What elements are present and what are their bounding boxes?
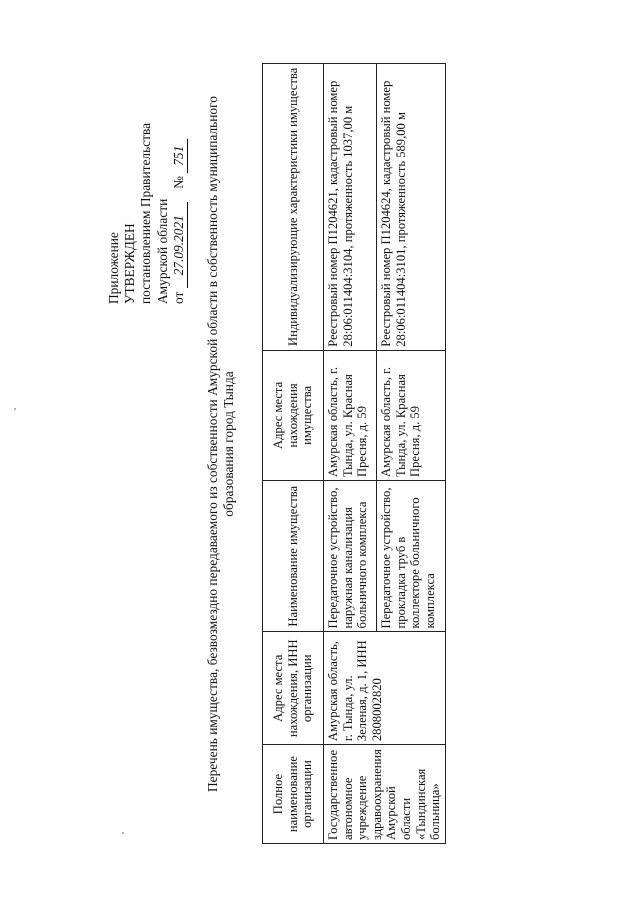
rotated-page [100, 44, 580, 844]
header-property-location: Адрес места нахождения имущества [263, 350, 324, 480]
title-line-2: образования город Тында [221, 371, 236, 517]
header-organization-name: Полное наименование организации [263, 745, 324, 844]
handwritten-number: 751 [171, 139, 188, 173]
date-prefix: от [170, 291, 186, 304]
approval-region: Амурской области [154, 198, 170, 304]
organization-address-cell: Амурская область, г. Тында, ул. Зеленая, д. 1, ИНН 2808002820 [324, 632, 446, 745]
header-property-name: Наименование имущества [263, 481, 324, 632]
property-location-cell: Амурская область, г. Тында, ул. Красная Пресня, д. 59 [376, 350, 445, 480]
scan-speck [14, 408, 16, 410]
header-characteristics: Индивидуализирующие характеристики имущества [263, 64, 324, 351]
characteristics-cell: Реестровый номер П1204621, кадастровый номер 28:06:011404:3104, протяженность 1037,00 м [324, 64, 377, 351]
title-line-1: Перечень имущества, безвозмездно передаваемого из собственности Амурской области в собственность муниципального [205, 96, 220, 792]
characteristics-cell: Реестровый номер П1204624, кадастровый номер 28:06:011404:3101, протяженность 589,00 м [376, 64, 445, 351]
property-table [262, 63, 446, 844]
organization-name-cell: Государственное автономное учреждение здравоохранения Амурской области «Тындинская больница» [324, 745, 446, 844]
property-name-cell: Передаточное устройство, прокладка труб в коллекторе больничного комплекса [376, 481, 445, 632]
document-title [205, 44, 237, 844]
header-organization-address: Адрес места нахождения, ИНН организации [263, 632, 324, 745]
number-prefix: № [170, 176, 186, 189]
approval-block [106, 44, 188, 304]
property-location-cell: Амурская область, г. Тында, ул. Красная Пресня, д. 59 [324, 350, 377, 480]
approval-date-line [171, 44, 188, 304]
approval-decree: постановлением Правительства [138, 122, 154, 304]
approval-appendix: Приложение [106, 232, 121, 304]
handwritten-date: 27.09.2021 [171, 202, 188, 288]
table-header-row [263, 64, 324, 844]
property-name-cell: Передаточное устройство, наружная канализация больничного комплекса [324, 481, 377, 632]
table-row [324, 64, 377, 844]
approval-approved: УТВЕРЖДЕН [122, 223, 138, 304]
